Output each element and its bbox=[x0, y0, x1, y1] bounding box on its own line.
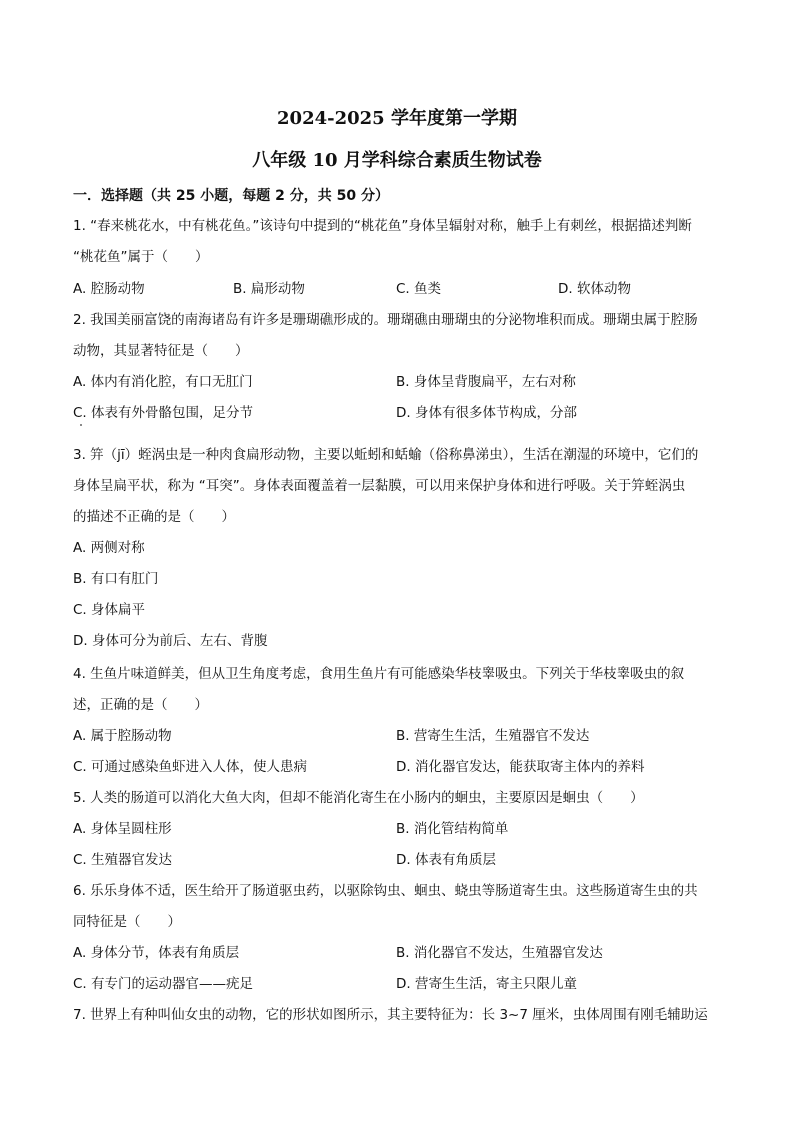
option-c: C. 体表有外骨骼包围，足分节 bbox=[73, 405, 254, 421]
option-a: A. 身体分节，体表有角质层 bbox=[73, 945, 240, 961]
option-a: A. 两侧对称 bbox=[73, 540, 145, 556]
question-text: 3. 笄（jī）蛭涡虫是一种肉食扁形动物，主要以蚯蚓和蛞蝓（俗称鼻涕虫），生活在潮湿的环境中，它们的 bbox=[73, 447, 699, 463]
section-heading: 一．选择题（共 25 小题，每题 2 分，共 50 分） bbox=[73, 188, 389, 204]
option-b: B. 身体呈背腹扁平，左右对称 bbox=[396, 374, 576, 390]
option-d: D. 营寄生生活，寄主只限儿童 bbox=[396, 976, 577, 992]
option-a: A. 腔肠动物 bbox=[73, 281, 145, 297]
question-text: 述，正确的是（ ） bbox=[73, 697, 208, 713]
question-text: 1. “春来桃花水，中有桃花鱼。”该诗句中提到的“桃花鱼”身体呈辐射对称，触手上有刺丝，根据描述判断 bbox=[73, 218, 692, 234]
question-text: 同特征是（ ） bbox=[73, 914, 181, 930]
question-text: 6. 乐乐身体不适，医生给开了肠道驱虫药，以驱除钩虫、蛔虫、蛲虫等肠道寄生虫。这些肠道寄生虫的共 bbox=[73, 883, 698, 899]
option-b: B. 扁形动物 bbox=[233, 281, 305, 297]
option-c: C. 可通过感染鱼虾进入人体，使人患病 bbox=[73, 759, 308, 775]
question-text: 7. 世界上有种叫仙女虫的动物，它的形状如图所示，其主要特征为：长 3~7 厘米，虫体周围有刚毛辅助运 bbox=[73, 1007, 708, 1023]
question-text: “桃花鱼”属于（ ） bbox=[73, 249, 209, 265]
option-d: D. 消化器官发达，能获取寄主体内的养料 bbox=[396, 759, 645, 775]
option-b: B. 消化管结构简单 bbox=[396, 821, 509, 837]
option-d: D. 身体可分为前后、左右、背腹 bbox=[73, 633, 268, 649]
option-c: C. 身体扁平 bbox=[73, 602, 146, 618]
option-b: B. 消化器官不发达，生殖器官发达 bbox=[396, 945, 603, 961]
exam-title-line1: 2024-2025 学年度第一学期 bbox=[277, 108, 517, 129]
option-a: A. 体内有消化腔，有口无肛门 bbox=[73, 374, 253, 390]
option-c: C. 有专门的运动器官——疣足 bbox=[73, 976, 254, 992]
question-text: 动物，其显著特征是（ ） bbox=[73, 343, 249, 359]
scan-dot bbox=[80, 424, 82, 426]
option-d: D. 体表有角质层 bbox=[396, 852, 496, 868]
option-a: A. 属于腔肠动物 bbox=[73, 728, 172, 744]
question-text: 4. 生鱼片味道鲜美，但从卫生角度考虑，食用生鱼片有可能感染华枝睾吸虫。下列关于华枝睾吸虫的叙 bbox=[73, 666, 685, 682]
question-text: 5. 人类的肠道可以消化大鱼大肉，但却不能消化寄生在小肠内的蛔虫，主要原因是蛔虫（ ） bbox=[73, 790, 644, 806]
option-d: D. 身体有很多体节构成，分部 bbox=[396, 405, 577, 421]
question-text: 身体呈扁平状，称为 “耳突”。身体表面覆盖着一层黏膜，可以用来保护身体和进行呼吸。关于笄蛭涡虫 bbox=[73, 478, 686, 494]
option-c: C. 鱼类 bbox=[396, 281, 442, 297]
exam-title-line2: 八年级 10 月学科综合素质生物试卷 bbox=[252, 150, 542, 171]
option-b: B. 营寄生生活，生殖器官不发达 bbox=[396, 728, 590, 744]
question-text: 2. 我国美丽富饶的南海诸岛有许多是珊瑚礁形成的。珊瑚礁由珊瑚虫的分泌物堆积而成。珊瑚虫属于腔肠 bbox=[73, 312, 698, 328]
question-text: 的描述不正确的是（ ） bbox=[73, 509, 235, 525]
option-d: D. 软体动物 bbox=[558, 281, 631, 297]
option-c: C. 生殖器官发达 bbox=[73, 852, 173, 868]
option-a: A. 身体呈圆柱形 bbox=[73, 821, 172, 837]
option-b: B. 有口有肛门 bbox=[73, 571, 159, 587]
